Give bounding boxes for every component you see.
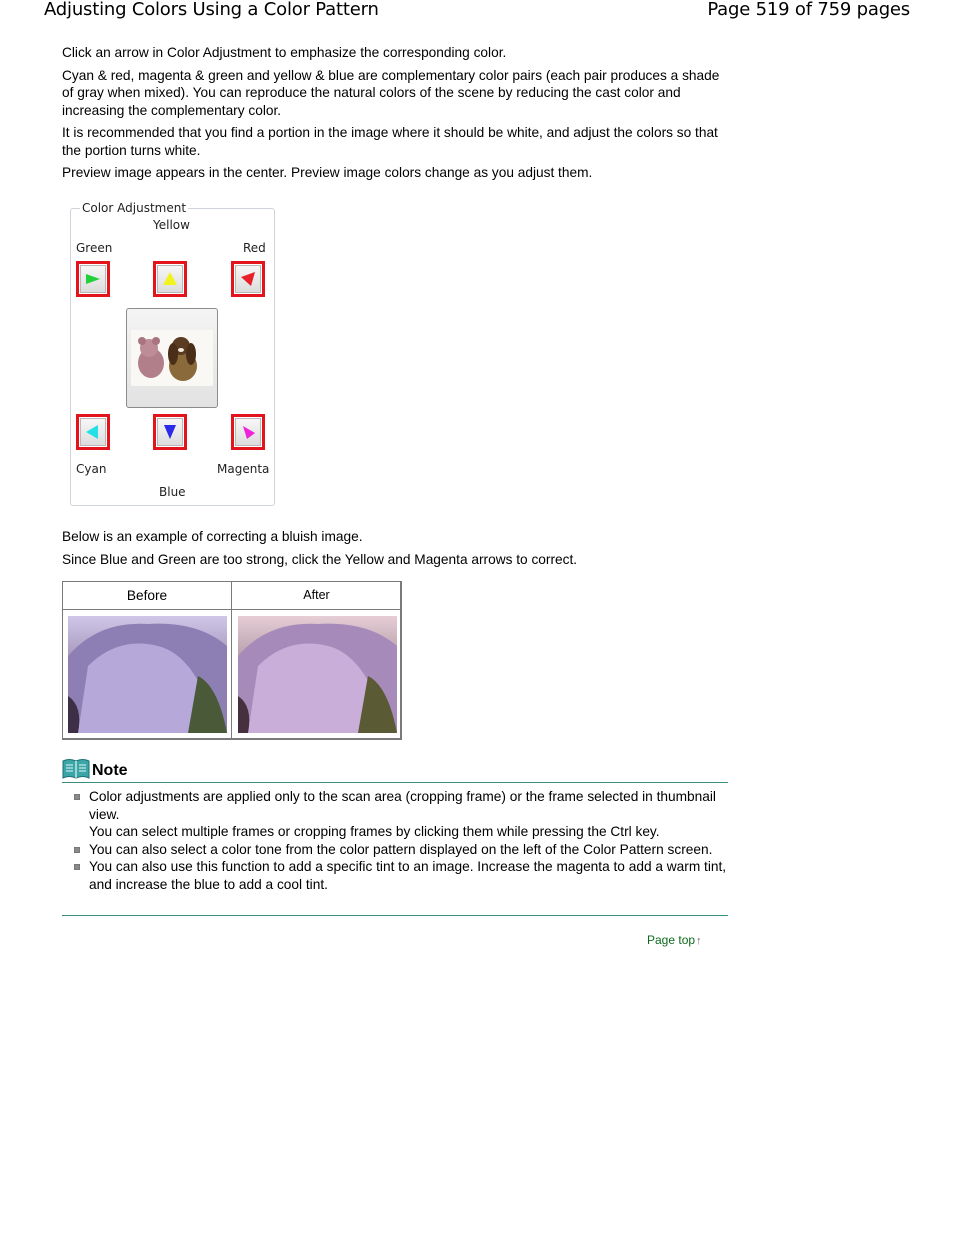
page-number: Page 519 of 759 pages: [707, 0, 910, 20]
cyan-arrow-button[interactable]: [76, 414, 110, 450]
before-header: Before: [63, 582, 231, 610]
square-bullet-icon: [74, 847, 80, 853]
table-divider: [231, 582, 232, 738]
body-text: [62, 44, 732, 187]
note-list: [62, 788, 728, 893]
red-arrow-button[interactable]: [231, 261, 265, 297]
magenta-arrow-icon: [239, 423, 257, 441]
teddy-bear-dog-image: [131, 330, 213, 386]
up-arrow-icon: ↑: [696, 935, 702, 947]
yellow-arrow-icon: [161, 270, 179, 288]
paragraph: Cyan & red, magenta & green and yellow & blue are complementary color pairs (each pair produces a shade of gray when mixed). You can reproduce the natural colors of the scene by reducing the cast color and increasing the complementary color.: [62, 67, 720, 118]
paragraph: Below is an example of correcting a bluish image.: [62, 529, 363, 544]
page-top-link[interactable]: [647, 933, 702, 947]
blue-arrow-icon: [161, 423, 179, 441]
color-adjustment-legend: Color Adjustment: [82, 201, 187, 215]
label-magenta: Magenta: [217, 462, 270, 476]
note-text: You can also use this function to add a specific tint to an image. Increase the magenta to add a warm tint, and increase the blue to add a cool tint.: [89, 859, 727, 892]
label-blue: Blue: [159, 485, 186, 499]
yellow-arrow-button[interactable]: [153, 261, 187, 297]
magenta-arrow-button[interactable]: [231, 414, 265, 450]
note-text: You can select multiple frames or cropping frames by clicking them while pressing the Ctrl key.: [89, 824, 660, 839]
page-title: Adjusting Colors Using a Color Pattern: [44, 0, 379, 20]
after-header: After: [232, 582, 401, 610]
label-cyan: Cyan: [76, 462, 107, 476]
preview-photo: [131, 330, 213, 386]
note-divider: [62, 915, 728, 916]
paragraph: It is recommended that you find a portion in the image where it should be white, and adjust the colors so that the portion turns white.: [62, 125, 718, 158]
green-arrow-icon: [84, 270, 102, 288]
square-bullet-icon: [74, 864, 80, 870]
cyan-arrow-icon: [84, 423, 102, 441]
note-header: [62, 760, 728, 783]
note-book-icon: [62, 758, 90, 780]
label-green: Green: [76, 241, 113, 255]
before-after-table: [62, 581, 402, 740]
paragraph: Click an arrow in Color Adjustment to emphasize the corresponding color.: [62, 45, 507, 60]
red-arrow-icon: [239, 270, 257, 288]
note-title: Note: [92, 762, 128, 779]
page-top-label: Page top: [647, 933, 696, 947]
preview-image: [126, 308, 218, 408]
paragraph: Preview image appears in the center. Preview image colors change as you adjust them.: [62, 165, 593, 180]
note-item: [62, 858, 728, 893]
note-text: Color adjustments are applied only to the scan area (cropping frame) or the frame selected in thumbnail view.: [89, 789, 716, 822]
example-text: [62, 528, 732, 568]
square-bullet-icon: [74, 794, 80, 800]
after-image: [238, 616, 397, 733]
note-text: You can also select a color tone from the color pattern displayed on the left of the Color Pattern screen.: [89, 841, 713, 857]
label-red: Red: [243, 241, 266, 255]
label-yellow: Yellow: [153, 218, 190, 232]
paragraph: Since Blue and Green are too strong, click the Yellow and Magenta arrows to correct.: [62, 551, 578, 567]
note-item: [62, 788, 728, 841]
note-item: [62, 841, 728, 859]
color-adjustment-panel: [70, 201, 275, 506]
green-arrow-button[interactable]: [76, 261, 110, 297]
before-image: [68, 616, 227, 733]
blue-arrow-button[interactable]: [153, 414, 187, 450]
